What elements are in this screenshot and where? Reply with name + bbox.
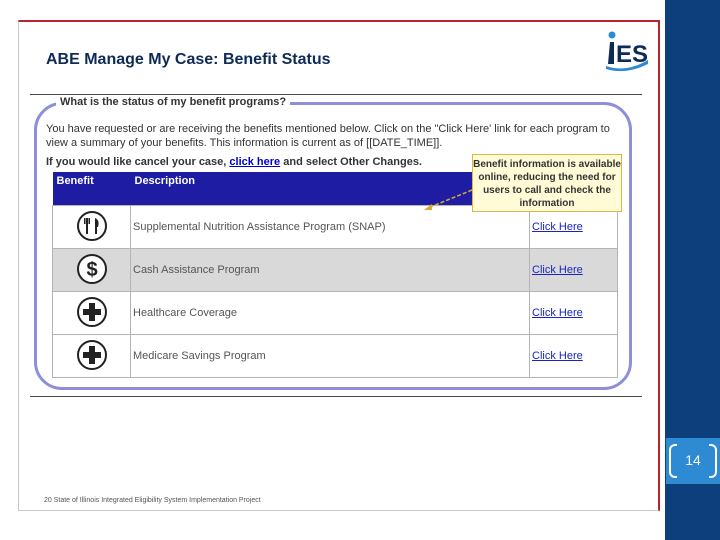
footer-text: 20 State of Illinois Integrated Eligibility System Implementation Project xyxy=(44,497,261,504)
benefit-description: Medicare Savings Program xyxy=(131,335,530,378)
table-row xyxy=(53,249,618,292)
click-here-link[interactable]: Click Here xyxy=(532,221,583,233)
benefit-link-cell xyxy=(530,249,618,292)
intro-text: You have requested or are receiving the benefits mentioned below. Click on the "Click Here' link for each program to view a summary of your benefits. This information is current as of [[DATE_TIME]]. xyxy=(46,123,610,149)
callout-arrow-icon xyxy=(420,186,476,212)
slide-title: ABE Manage My Case: Benefit Status xyxy=(46,51,331,68)
click-here-link[interactable]: Click Here xyxy=(532,350,583,362)
panel-heading: What is the status of my benefit programs? xyxy=(56,96,290,108)
cancel-case-link[interactable]: click here xyxy=(229,156,281,168)
table-row xyxy=(53,292,618,335)
benefit-link-cell xyxy=(530,335,618,378)
header-benefit: Benefit xyxy=(53,172,131,206)
right-bracket-icon xyxy=(709,444,717,478)
medical-cross-icon xyxy=(76,296,108,328)
header-description: Description xyxy=(131,172,530,206)
benefit-description: Cash Assistance Program xyxy=(131,249,530,292)
top-divider xyxy=(30,94,642,95)
benefit-icon-cell xyxy=(53,292,131,335)
benefit-icon-cell xyxy=(53,249,131,292)
cancel-prefix: If you would like cancel your case, xyxy=(46,156,230,168)
benefit-icon-cell xyxy=(53,206,131,249)
click-here-link[interactable]: Click Here xyxy=(532,264,583,276)
callout-note: Benefit information is available online, reducing the need for users to call and check the information xyxy=(472,154,622,212)
fork-knife-icon xyxy=(76,210,108,242)
benefit-link-cell xyxy=(530,292,618,335)
page-number-badge xyxy=(666,438,720,484)
medical-cross-icon xyxy=(76,339,108,371)
logo-text: ES xyxy=(616,41,649,68)
cancel-suffix: and select Other Changes. xyxy=(280,156,422,168)
ies-logo-icon xyxy=(604,26,650,72)
bottom-divider xyxy=(30,396,642,397)
cancel-case-line xyxy=(46,156,422,168)
svg-text:$: $ xyxy=(85,258,98,281)
table-row xyxy=(53,335,618,378)
benefit-description: Healthcare Coverage xyxy=(131,292,530,335)
page-number: 14 xyxy=(685,452,701,468)
click-here-link[interactable]: Click Here xyxy=(532,307,583,319)
dollar-icon xyxy=(76,253,108,285)
benefit-description: Supplemental Nutrition Assistance Program (SNAP) xyxy=(131,206,530,249)
benefit-icon-cell xyxy=(53,335,131,378)
